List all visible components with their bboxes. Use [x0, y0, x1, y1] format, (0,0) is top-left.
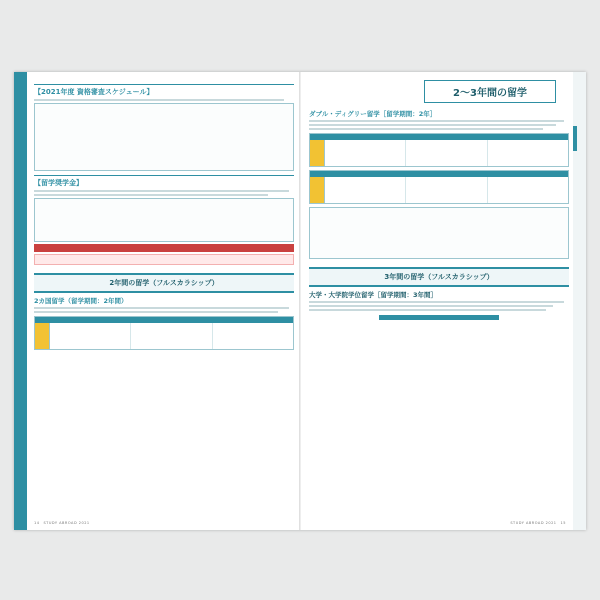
dd-curriculum-sample-2	[309, 170, 569, 204]
chapter-tab[interactable]	[573, 72, 577, 97]
center-gutter	[299, 72, 301, 530]
left-page	[34, 80, 294, 353]
curriculum-column	[488, 177, 568, 203]
curriculum-column	[406, 140, 487, 166]
page-title: 2〜3年間の留学	[424, 80, 556, 103]
text-placeholder	[309, 124, 556, 126]
curriculum-column	[406, 177, 487, 203]
scholarship-table	[34, 198, 294, 242]
curriculum-column	[131, 323, 212, 349]
text-placeholder	[309, 128, 543, 130]
text-placeholder	[34, 99, 284, 101]
text-placeholder	[309, 120, 564, 122]
curriculum-column	[213, 323, 293, 349]
text-placeholder	[309, 305, 553, 307]
footer-left: 14 STUDY ABROAD 2021	[34, 521, 90, 525]
three-year-program-title: 3年間の留学（フルスカラシップ）	[384, 273, 494, 281]
year-marker	[310, 140, 325, 166]
year-marker	[35, 323, 50, 349]
right-side-band	[573, 72, 586, 530]
dd-curriculum-sample-1	[309, 133, 569, 167]
brochure-spread	[14, 72, 586, 530]
year-marker	[310, 177, 325, 203]
text-placeholder	[34, 311, 278, 313]
text-placeholder	[34, 307, 289, 309]
curriculum-column	[325, 177, 406, 203]
curriculum-column	[50, 323, 131, 349]
text-placeholder	[309, 301, 564, 303]
text-placeholder	[309, 309, 546, 311]
text-placeholder	[34, 190, 289, 192]
chapter-tab[interactable]	[573, 207, 577, 232]
chapter-tab[interactable]	[573, 180, 577, 205]
more-info-bar	[379, 315, 499, 320]
curriculum-column	[325, 140, 406, 166]
three-year-program-box	[309, 267, 569, 287]
two-year-program-title: 2年間の留学（フルスカラシップ）	[109, 279, 219, 287]
scholarship-title: 【留学奨学金】	[34, 175, 294, 188]
schedule-title: 【2021年度 資格審査スケジュール】	[34, 84, 294, 97]
partner-university-list	[309, 207, 569, 259]
text-placeholder	[34, 194, 268, 196]
chapter-tab[interactable]	[573, 99, 577, 124]
chapter-tab-active[interactable]	[573, 126, 577, 151]
degree-program-title: 大学・大学院学位留学［留学期間：3年間］	[309, 291, 438, 299]
caution-note	[34, 254, 294, 265]
curriculum-column	[488, 140, 568, 166]
chapter-tab[interactable]	[573, 153, 577, 178]
chapter-tab[interactable]	[573, 234, 577, 259]
double-degree-title: ダブル・ディグリー留学［留学期間：2年］	[309, 110, 437, 118]
footer-right: STUDY ABROAD 2021 15	[510, 521, 566, 525]
curriculum-sample	[34, 316, 294, 350]
two-year-program-box	[34, 273, 294, 293]
warning-note	[34, 244, 294, 252]
chapter-tabs	[573, 72, 586, 261]
schedule-table	[34, 103, 294, 171]
two-country-title: 2カ国留学（留学期間：2年間）	[34, 297, 128, 305]
right-page	[309, 80, 569, 324]
left-side-band	[14, 72, 27, 530]
